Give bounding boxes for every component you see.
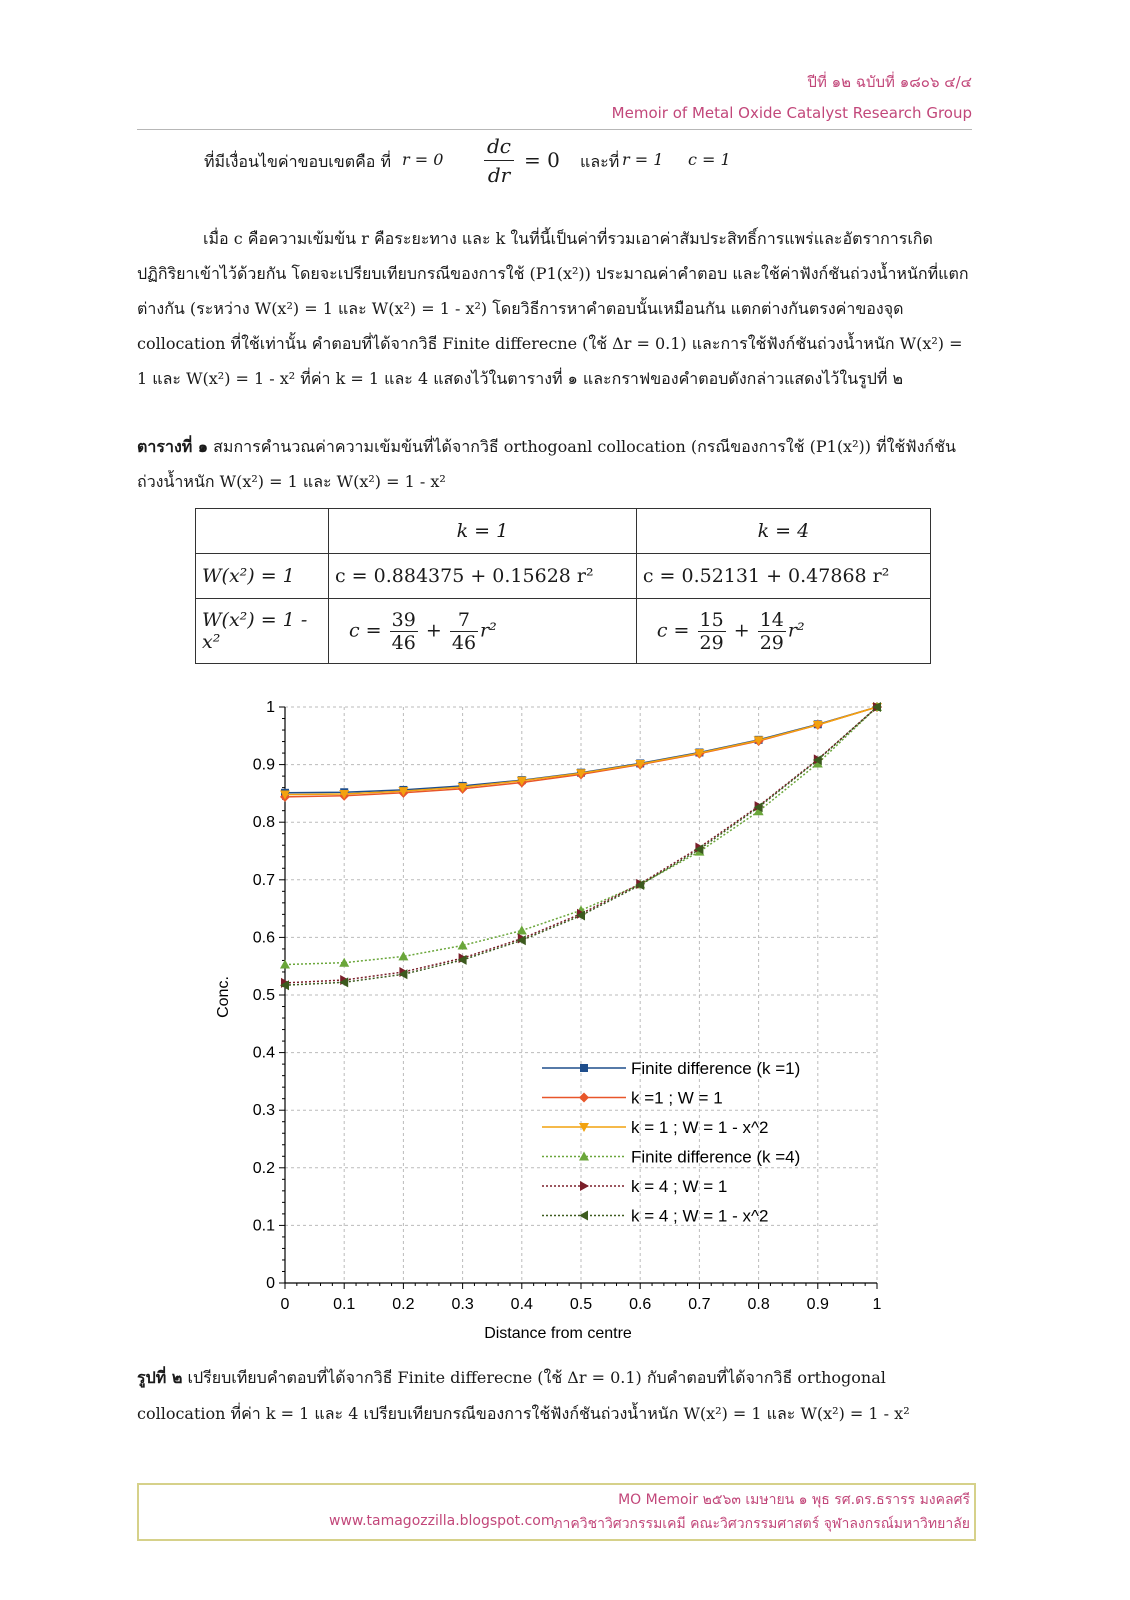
bc-num: dc <box>486 134 511 158</box>
header-divider <box>137 129 972 130</box>
figure-caption <box>137 1360 972 1432</box>
table-header-k1: k = 1 <box>329 509 637 554</box>
footer-url[interactable]: www.tamagozzilla.blogspot.com <box>329 1513 555 1529</box>
legend-label: k =1 ; W = 1 <box>631 1088 723 1108</box>
figure-caption-text: เปรียบเทียบคำตอบที่ได้จากวิธี Finite differecne (ใช้ Δr = 0.1) กับคำตอบที่ได้จากวิธี orthogonal collocation ที่ค่า k = 1 และ 4 เปรียบเทียบกรณีของการใช้ฟังก์ชันถ่วงน้ำหนัก W(x²) = 1 และ W(x²) = 1 - x² <box>137 1368 910 1423</box>
footer-box <box>137 1483 976 1541</box>
bc-c1: c = 1 <box>688 150 731 169</box>
y-tick-label: 0 <box>266 1275 275 1292</box>
legend-item <box>542 1089 723 1108</box>
table-cell-w1-k4: c = 0.52131 + 0.47868 r² <box>636 554 930 599</box>
y-tick-label: 0.1 <box>252 1217 275 1235</box>
legend-label: Finite difference (k =4) <box>631 1147 801 1167</box>
legend-marker <box>579 1211 588 1221</box>
bc-eq0: = 0 <box>524 148 560 172</box>
legend-item <box>542 1207 768 1226</box>
data-point <box>339 958 349 967</box>
x-tick-label: 0.8 <box>747 1296 770 1313</box>
y-tick-label: 0.3 <box>252 1102 275 1120</box>
table-cell-w2-k1: c = $\frac{39}{46}$ + $\frac{7}{46}$ r² <box>329 599 637 664</box>
chart-grid <box>285 707 877 1283</box>
data-point <box>280 959 290 968</box>
legend-item <box>542 1177 727 1196</box>
concentration-chart <box>210 700 900 1350</box>
y-tick-label: 0.8 <box>252 814 275 832</box>
header-issue: ปีที่ ๑๒ ฉบับที่ ๑๘๐๖ ๔/๔ <box>807 73 972 91</box>
table-row-label-w2: W(x²) = 1 - x² <box>196 599 329 664</box>
equation-table <box>195 508 931 664</box>
x-tick-label: 0.6 <box>629 1296 652 1313</box>
legend-label: k = 4 ; W = 1 <box>631 1177 728 1196</box>
x-tick-label: 0 <box>280 1296 290 1313</box>
table-cell-w1-k1: c = 0.884375 + 0.15628 r² <box>329 554 637 599</box>
legend-label: k = 1 ; W = 1 - x^2 <box>631 1118 769 1137</box>
bc-den: dr <box>487 163 511 187</box>
y-tick-label: 0.2 <box>252 1159 275 1177</box>
legend-marker <box>580 1181 589 1191</box>
table-cell-w2-k4: c = $\frac{15}{29}$ + $\frac{14}{29}$ r² <box>636 599 930 664</box>
frac-7-46: $\frac{7}{46}$ <box>451 608 477 654</box>
y-tick-label: 0.4 <box>252 1044 275 1062</box>
data-point <box>458 940 468 949</box>
x-tick-label: 0.3 <box>451 1296 474 1313</box>
frac-14-29: $\frac{14}{29}$ <box>759 608 784 654</box>
header-group: Memoir of Metal Oxide Catalyst Research Group <box>611 104 972 122</box>
y-tick-label: 1 <box>266 700 275 716</box>
x-tick-label: 0.5 <box>569 1296 593 1313</box>
footer-line1: MO Memoir ๒๕๖๓ เมษายน ๑ พุธ รศ.ดร.ธรารร มงคลศรี <box>618 1492 970 1508</box>
legend-label: k = 4 ; W = 1 - x^2 <box>631 1206 769 1226</box>
data-point <box>517 925 527 934</box>
bc-r1: r = 1 <box>622 150 664 169</box>
table-caption <box>137 429 972 499</box>
x-tick-label: 0.4 <box>510 1296 533 1313</box>
y-tick-label: 0.5 <box>252 987 275 1004</box>
legend-label: Finite difference (k =1) <box>631 1059 801 1078</box>
y-tick-label: 0.7 <box>252 871 275 889</box>
x-tick-label: 0.1 <box>333 1296 356 1313</box>
table-caption-text: สมการคำนวณค่าความเข้มข้นที่ได้จากวิธี orthogoanl collocation (กรณีของการใช้ (P1(x²)) ที่ใช้ฟังก์ชันถ่วงน้ำหนัก W(x²) = 1 และ W(x²) = 1 - x² <box>137 437 956 491</box>
body-paragraph: เมื่อ c คือความเข้มข้น r คือระยะทาง และ k ในที่นี้เป็นค่าที่รวมเอาค่าสัมประสิทธิ์การแพร่และอัตราการเกิดปฏิกิริยาเข้าไว้ด้วยกัน โดยจะเปรียบเทียบกรณีของการใช้ (P1(x²)) ประมาณค่าคำตอบ และใช้ค่าฟังก์ชันถ่วงน้ำหนักที่แตกต่างกัน (ระหว่าง W(x²) = 1 และ W(x²) = 1 - x²) โดยวิธีการหาคำตอบนั้นเหมือนกัน แตกต่างกันตรงค่าของจุด collocation ที่ใช้เท่านั้น คำตอบที่ได้จากวิธี Finite differecne (ใช้ Δr = 0.1) และการใช้ฟังก์ชันถ่วงน้ำหนัก W(x²) = 1 และ W(x²) = 1 - x² ที่ค่า k = 1 และ 4 แสดงไว้ในตารางที่ ๑ และกราฟของคำตอบดังกล่าวแสดงไว้ในรูปที่ ๒ <box>137 229 969 388</box>
y-tick-label: 0.9 <box>252 756 275 774</box>
x-tick-label: 0.2 <box>392 1296 415 1313</box>
table-corner-cell <box>196 509 329 554</box>
x-tick-label: 0.7 <box>688 1296 711 1313</box>
legend-item <box>542 1118 768 1137</box>
data-point <box>398 951 408 960</box>
legend-marker <box>580 1064 588 1072</box>
bc-r0: r = 0 <box>402 150 444 169</box>
y-tick-label: 0.6 <box>252 929 275 947</box>
x-axis-label: Distance from centre <box>484 1325 632 1342</box>
x-tick-label: 1 <box>872 1296 882 1313</box>
frac-15-29: $\frac{15}{29}$ <box>699 608 724 654</box>
y-axis-label: Conc. <box>215 976 232 1018</box>
bc-prefix: ที่มีเงื่อนไขค่าขอบเขตคือ ที่ <box>204 152 392 171</box>
figure-caption-label: รูปที่ ๒ <box>137 1368 183 1387</box>
table-caption-label: ตารางที่ ๑ <box>137 437 209 456</box>
footer-department: ภาควิชาวิศวกรรมเคมี คณะวิศวกรรมศาสตร์ จุฬาลงกรณ์มหาวิทยาลัย <box>553 1516 970 1532</box>
bc-derivative <box>484 134 514 187</box>
frac-39-46: $\frac{39}{46}$ <box>391 608 416 654</box>
bc-and-at: และที่ <box>580 152 620 171</box>
table-header-k4: k = 4 <box>636 509 930 554</box>
bc-frac-line <box>484 160 514 161</box>
x-tick-label: 0.9 <box>806 1296 829 1313</box>
table-row-label-w1: W(x²) = 1 <box>196 554 329 599</box>
